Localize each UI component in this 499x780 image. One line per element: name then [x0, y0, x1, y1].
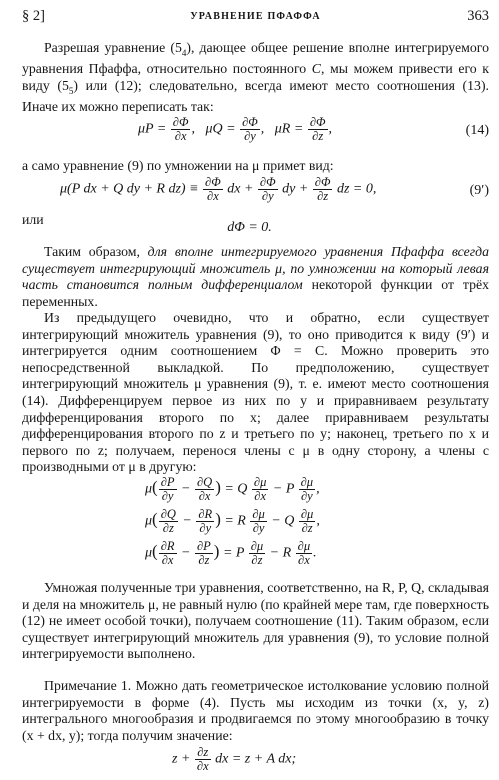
equation-number-9prime: (9′) [469, 183, 489, 198]
paragraph-2: Таким образом, для вполне интегрируемого уравнения Пфаффа всегда существует интегрирующий множитель μ, по умножении на который левая часть становится полным дифференциалом некоторой функции от трёх переменных. [22, 244, 490, 309]
section-marker: § 2] [22, 8, 45, 24]
equation-number-14: (14) [465, 123, 489, 138]
paragraph-1: Разрешая уравнение $(5_4)$, дающее общее решение вполне интегрируемого уравнения Пфаффа, относительно постоянного C, мы можем привести его к виду $(5_5)$ или (12); следовательно, всегда имеют место соотношения (13). Иначе их можно переписать так: [22, 40, 489, 115]
equation-system-3: μ( $\frac{\partial R}{\partial x}$ − $\frac{\partial P}{\partial z}$ ) = P $\frac{\partial\mu}{\partial z}$ − R $\frac{\partial\mu}{\partial x}$ . [145, 539, 317, 567]
paragraph-5-note: Примечание 1. Можно дать геометрическое истолкование условию полной интегрируемости в форме (4). Пусть мы исходим из точки (x, y, z) интегрального многообразия и продвигаемся по этому многообразию в точку (x + dx, y); тогда получим значение: [22, 678, 489, 743]
equation-9-prime: μ(P dx + Q dy + R dz) ≡ $\frac{\partial\Phi}{\partial x}$ dx + $\frac{\partial\Phi}{\partial y}$ dy + $\frac{\partial\Phi}{\partial z}$ dz = 0, [60, 175, 377, 203]
equation-system-2: μ( $\frac{\partial Q}{\partial z}$ − $\frac{\partial R}{\partial y}$ ) = R $\frac{\partial\mu}{\partial y}$ − Q $\frac{\partial\mu}{\partial z}$ , [145, 507, 320, 535]
equation-final: z + $\frac{\partial z}{\partial x}$ dx = z + A dx; [172, 745, 297, 773]
page-number: 363 [467, 8, 489, 24]
page-header [22, 8, 489, 28]
equation-system-1: μ( $\frac{\partial P}{\partial y}$ − $\frac{\partial Q}{\partial x}$ ) = Q $\frac{\partial\mu}{\partial x}$ − P $\frac{\partial\mu}{\partial y}$ , [145, 475, 320, 503]
text-before-9prime: а само уравнение (9) по умножении на μ примет вид: [22, 158, 334, 173]
paragraph-3: Из предыдущего очевидно, что и обратно, если существует интегрирующий множитель уравнения (9), то оно приводится к виду (9′) и интегрируется одним соотношением Φ = C. Можно проверить это непосредственной выкладкой. По предположению, существует интегрирующий множитель μ уравнения (9), т. е. имеют место соотношения (14). Дифференцируем первое из них по y и приравниваем результату дифференцирования второго по x; далее приравниваем результаты дифференцирования второго по z и третьего по y; наконец, третьего по x и первого по z; получаем, перенося члены с μ в одну сторону, а члены с производными от μ в другую: [22, 310, 489, 475]
equation-14: μP = $\frac{\partial\Phi}{\partial x}$ , μQ = $\frac{\partial\Phi}{\partial y}$ , μR = $\frac{\partial\Phi}{\partial z}$ , [138, 115, 333, 143]
equation-dphi: dΦ = 0. [227, 220, 272, 235]
word-or: или [22, 212, 44, 227]
running-head: УРАВНЕНИЕ ПФАФФА [190, 11, 321, 22]
paragraph-4: Умножая полученные три уравнения, соответственно, на R, P, Q, складывая и деля на множитель μ, не равный нулю (по крайней мере там, где поверхность (12) не имеет особой точки), получаем соотношение (11). Таким образом, если существует интегрирующий множитель для уравнения (9), то условие полной интегрируемости выполнено. [22, 580, 489, 662]
